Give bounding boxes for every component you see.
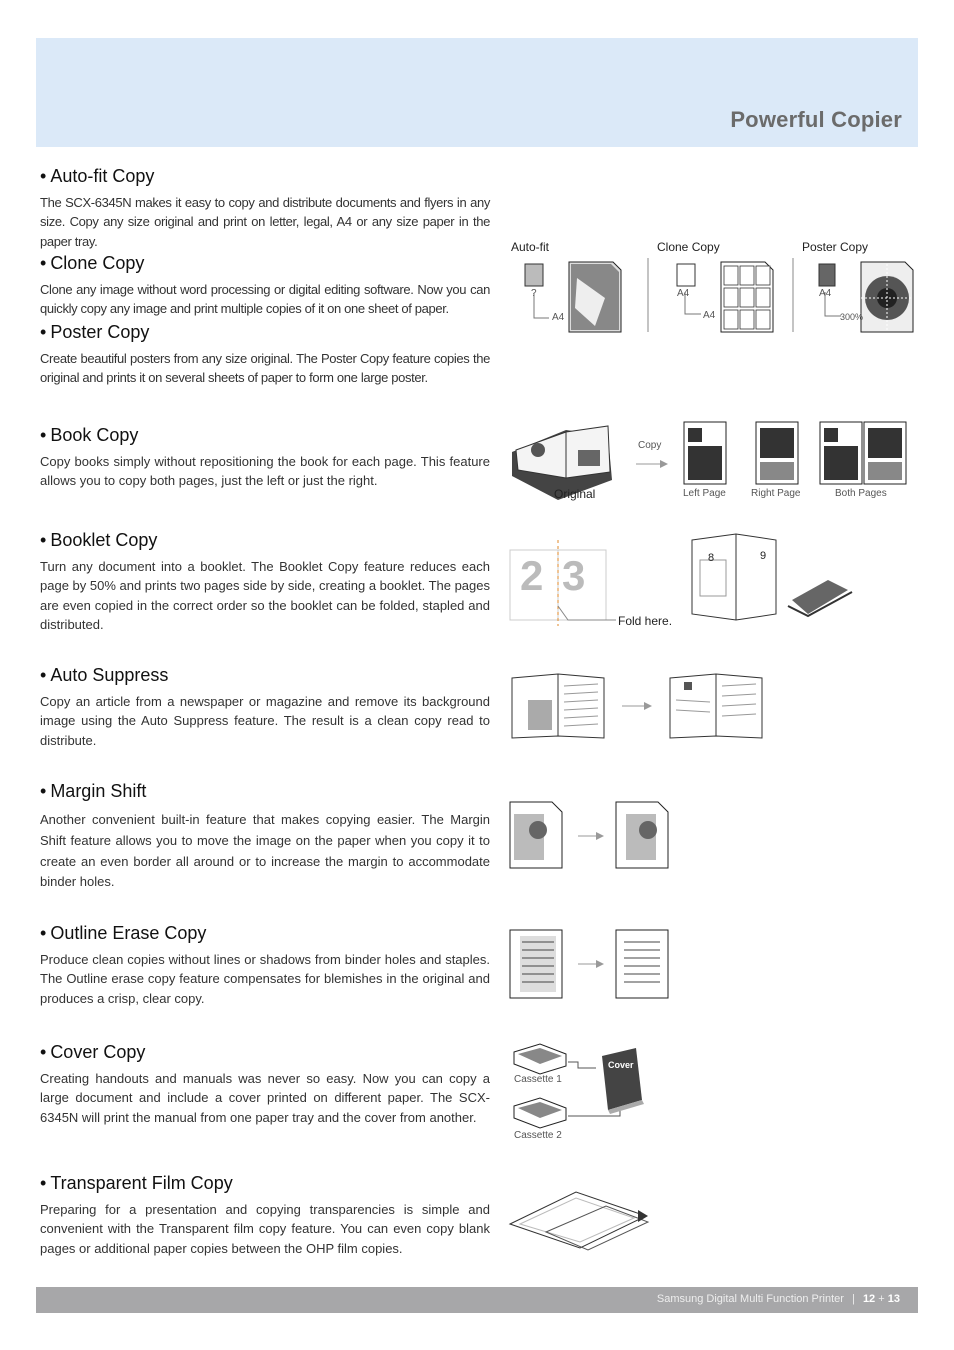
fold-here-label: Fold here.: [618, 614, 673, 628]
section-booklet: • Booklet Copy Turn any document into a booklet. The Booklet Copy feature reduces each page by 50% and prints two pages side by side, creating a booklet. The pages are even copied in the correct order so the booklet can be folded, stapled and distributed.: [40, 530, 490, 634]
section-title: Margin Shift: [50, 781, 147, 801]
both-pages-label: Both Pages: [835, 488, 887, 499]
right-page-label: Right Page: [751, 488, 801, 499]
auto-fit-label: Auto-fit: [511, 240, 550, 254]
footer-separator: |: [852, 1293, 855, 1305]
section-title: Outline Erase Copy: [50, 923, 207, 943]
section-title: Book Copy: [50, 425, 139, 445]
section-title: Auto Suppress: [50, 665, 169, 685]
footer-title: Samsung Digital Multi Function Printer: [656, 1293, 844, 1305]
a4-label: A4: [552, 312, 565, 323]
page-title: Powerful Copier: [730, 107, 902, 132]
section-clone: • Clone Copy Clone any image without word processing or digital editing software. Now you can quickly copy any image and print multiple copies of it on one sheet of paper.: [40, 253, 490, 319]
section-body: Copy books simply without repositioning the book for each page. This feature allows you to copy both pages, just the left or just the right.: [40, 454, 490, 489]
footer-text: [657, 1293, 900, 1305]
left-page-label: Left Page: [683, 488, 726, 499]
section-title: Booklet Copy: [50, 530, 158, 550]
transparent-film-graphic: [506, 1188, 654, 1252]
section-body: Creating handouts and manuals was never so easy. Now you can copy a large document and include a cover printed on different paper. The SCX-6345N will print the manual from one paper tray and the cover from another.: [40, 1071, 490, 1125]
booklet-copy-graphic: [508, 530, 858, 630]
section-body: Produce clean copies without lines or shadows from binder holes and staples. The Outline erase copy feature compensates for blemishes in the original and produces a crisp, clear copy.: [40, 952, 490, 1006]
auto-suppress-graphic: [508, 670, 768, 742]
poster-copy-label: Poster Copy: [802, 240, 869, 254]
booklet-copy-illustration: [508, 530, 858, 630]
outline-erase-illustration: [508, 928, 672, 1000]
section-body: Preparing for a presentation and copying transparencies is simple and convenient with the Transparent film copy feature. You can even copy blank pages or additional paper copies between the OHP film copies.: [40, 1202, 490, 1256]
page-9-numeral: 9: [760, 550, 767, 562]
section-auto-suppress: • Auto Suppress Copy an article from a newspaper or magazine and remove its background image using the Auto Suppress feature. The result is a clean copy read to distribute.: [40, 665, 490, 750]
page-number-right: 13: [887, 1293, 900, 1305]
section-body: Copy an article from a newspaper or magazine and remove its background image using the Auto Suppress feature. The result is a clean copy read to distribute.: [40, 694, 490, 748]
cover-copy-illustration: [508, 1040, 658, 1145]
section-margin-shift: • Margin Shift Another convenient built-in feature that makes copying easier. The Margin Shift feature allows you to move the image on the paper when you copy it to create an even border all around or to increase the margin to accommodate binder holes.: [40, 781, 490, 893]
a4-label: A4: [677, 288, 690, 299]
section-body: Create beautiful posters from any size original. The Poster Copy feature copies the original and prints it on several sheets of paper to form one large poster.: [40, 351, 490, 386]
margin-shift-illustration: [508, 800, 672, 872]
section-body: Turn any document into a booklet. The Booklet Copy feature reduces each page by 50% and prints two pages side by side, creating a booklet. The pages are even copied in the correct order so the booklet can be folded, stapled and distributed.: [40, 559, 490, 632]
section-title: Auto-fit Copy: [50, 166, 155, 186]
cover-book-label: Cover: [608, 1060, 634, 1070]
section-title: Poster Copy: [50, 322, 150, 342]
page-number-left: 12: [862, 1293, 876, 1305]
section-poster: • Poster Copy Create beautiful posters from any size original. The Poster Copy feature copies the original and prints it on several sheets of paper to form one large poster.: [40, 322, 490, 388]
copy-types-illustration: [505, 238, 925, 338]
clone-copy-label: Clone Copy: [657, 240, 720, 254]
section-title: Cover Copy: [50, 1042, 146, 1062]
section-title: Transparent Film Copy: [50, 1173, 233, 1193]
percent-label: 300%: [840, 312, 864, 322]
section-cover: • Cover Copy Creating handouts and manuals was never so easy. Now you can copy a large document and include a cover printed on different paper. The SCX-6345N will print the manual from one paper tray and the cover from another.: [40, 1042, 490, 1127]
section-title: Clone Copy: [50, 253, 145, 273]
section-body: Another convenient built-in feature that makes copying easier. The Margin Shift feature allows you to move the image on the paper when you copy it to create an even border all around or to increase the margin to accommodate binder holes.: [40, 812, 490, 890]
section-auto-fit: • Auto-fit Copy The SCX-6345N makes it easy to copy and distribute documents and flyers in any size. Copy any size original and print on letter, legal, A4 or any size paper in the paper tray.: [40, 166, 490, 251]
section-body: Clone any image without word processing or digital editing software. Now you can quickly copy any image and print multiple copies of it on one sheet of paper.: [40, 282, 490, 317]
outline-erase-graphic: [508, 928, 672, 1000]
section-book: • Book Copy Copy books simply without repositioning the book for each page. This feature allows you to copy both pages, just the left or just the right.: [40, 425, 490, 491]
cassette-2-label: Cassette 2: [514, 1130, 562, 1141]
page-3-numeral: 3: [562, 552, 586, 599]
header-band: [36, 38, 918, 147]
copy-label: Copy: [638, 440, 662, 451]
page-8-numeral: 8: [708, 552, 715, 564]
auto-suppress-illustration: [508, 670, 768, 742]
transparent-film-illustration: [506, 1188, 654, 1252]
page-2-numeral: 2: [520, 552, 544, 599]
a4-label: A4: [819, 288, 832, 299]
footer-band: [36, 1287, 918, 1313]
section-transparent: • Transparent Film Copy Preparing for a presentation and copying transparencies is simple and convenient with the Transparent film copy feature. You can even copy blank pages or additional paper copies between the OHP film copies.: [40, 1173, 490, 1258]
section-body: The SCX-6345N makes it easy to copy and distribute documents and flyers in any size. Copy any size original and print on letter, legal, A4 or any size paper in the paper tray.: [40, 195, 490, 249]
original-label: Original: [554, 487, 596, 501]
copy-types-graphic: [505, 238, 925, 338]
cassette-1-label: Cassette 1: [514, 1074, 562, 1085]
book-copy-illustration: [508, 420, 918, 505]
margin-shift-graphic: [508, 800, 672, 872]
footer-plus: +: [878, 1293, 885, 1305]
a4-label: A4: [703, 310, 716, 321]
question-label: ?: [531, 288, 537, 299]
section-outline-erase: • Outline Erase Copy Produce clean copies without lines or shadows from binder holes and staples. The Outline erase copy feature compensates for blemishes in the original and produces a crisp, clear copy.: [40, 923, 490, 1008]
